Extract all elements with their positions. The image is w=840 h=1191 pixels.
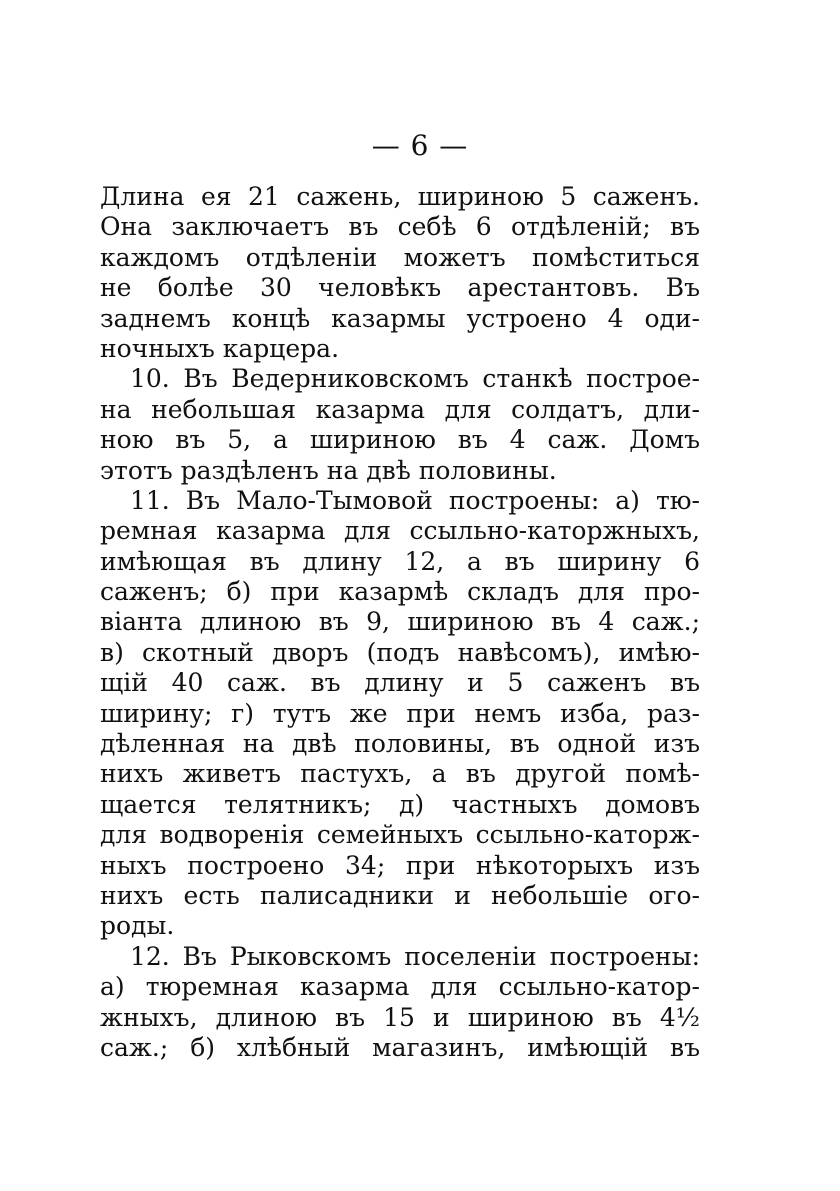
text-line: а) тюремная казарма для ссыльно-катор- (100, 972, 700, 1002)
text-line: 10. Въ Ведерниковскомъ станкѣ построе- (130, 364, 700, 394)
text-line: в) скотный дворъ (подъ навѣсомъ), имѣю- (100, 637, 700, 667)
text-line: саж.; б) хлѣбный магазинъ, имѣющій въ (100, 1032, 700, 1062)
text-line: 11. Въ Мало-Тымовой построены: а) тю- (130, 485, 700, 515)
text-line: віанта длиною въ 9, шириною въ 4 саж.; (100, 607, 700, 637)
text-line: 12. Въ Рыковскомъ поселеніи построены: (130, 941, 700, 971)
page-number: — 6 — (371, 129, 469, 162)
text-line: щій 40 саж. въ длину и 5 саженъ въ (100, 668, 700, 698)
text-line: ныхъ построено 34; при нѣкоторыхъ изъ (100, 850, 700, 880)
body-text (100, 182, 700, 1063)
text-line: Она заключаетъ въ себѣ 6 отдѣленій; въ (100, 212, 700, 242)
paragraph-10 (100, 364, 700, 486)
paragraph-continuation (100, 182, 700, 364)
text-line: не болѣе 30 человѣкъ арестантовъ. Въ (100, 273, 700, 303)
text-line: на небольшая казарма для солдатъ, дли- (100, 394, 700, 424)
paragraph-11 (100, 486, 700, 942)
text-line: ною въ 5, а шириною въ 4 саж. Домъ (100, 425, 700, 455)
text-line: роды. (100, 911, 175, 941)
text-line: нихъ живетъ пастухъ, а въ другой помѣ- (100, 759, 700, 789)
text-line: ночныхъ карцера. (100, 333, 340, 363)
paragraph-12 (100, 942, 700, 1064)
text-line: каждомъ отдѣленіи можетъ помѣститься (100, 242, 700, 272)
text-line: этотъ раздѣленъ на двѣ половины. (100, 455, 557, 485)
text-line: заднемъ концѣ казармы устроено 4 оди- (100, 303, 700, 333)
text-line: дѣленная на двѣ половины, въ одной изъ (100, 729, 700, 759)
text-line: ремная казарма для ссыльно-каторжныхъ, (100, 516, 700, 546)
text-line: жныхъ, длиною въ 15 и шириною въ 4½ (100, 1002, 700, 1032)
text-line: нихъ есть палисадники и небольшіе ого- (100, 880, 700, 910)
text-line: саженъ; б) при казармѣ складъ для про- (100, 577, 700, 607)
text-line: для водворенія семейныхъ ссыльно-каторж- (100, 820, 700, 850)
text-line: Длина ея 21 сажень, шириною 5 саженъ. (100, 182, 700, 211)
text-line: имѣющая въ длину 12, а въ ширину 6 (100, 546, 700, 576)
text-line: ширину; г) тутъ же при немъ изба, раз- (100, 698, 700, 728)
text-line: щается телятникъ; д) частныхъ домовъ (100, 789, 700, 819)
